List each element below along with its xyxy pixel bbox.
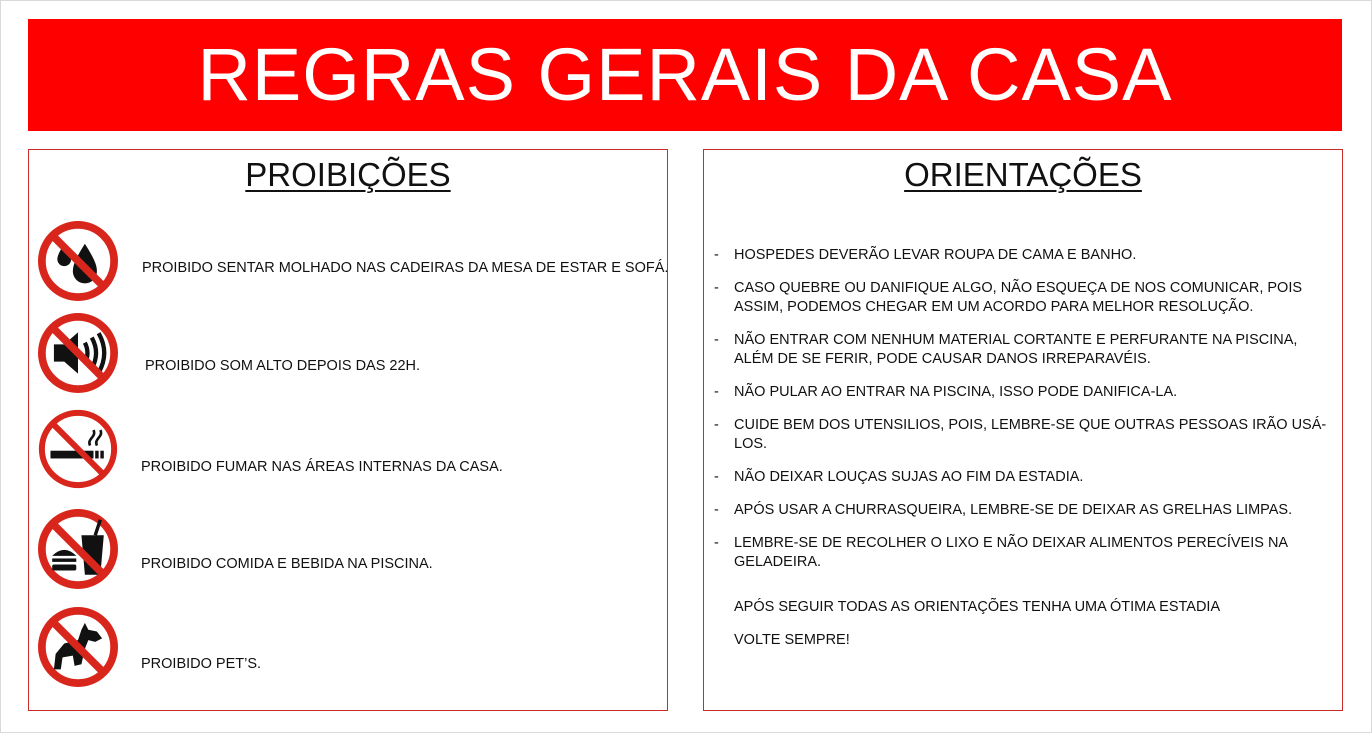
prohibition-item [29,406,667,496]
no-loud-sound-icon [35,310,121,396]
bullet-dash: - [714,502,719,518]
prohibition-item [29,218,667,308]
guideline-text: NÃO DEIXAR LOUÇAS SUJAS AO FIM DA ESTADIA. [734,469,1084,485]
farewell-message: VOLTE SEMPRE! [734,632,850,648]
prohibition-item [29,310,667,400]
prohibition-text: PROIBIDO FUMAR NAS ÁREAS INTERNAS DA CASA. [141,459,503,475]
list-item [714,279,1334,317]
bullet-dash: - [714,280,719,296]
prohibition-text: PROIBIDO PET’S. [141,656,262,672]
prohibition-item [29,506,667,596]
closing-message: APÓS SEGUIR TODAS AS ORIENTAÇÕES TENHA UMA ÓTIMA ESTADIA [734,599,1221,615]
prohibition-text: PROIBIDO COMIDA E BEBIDA NA PISCINA. [141,556,433,572]
list-item [714,468,1334,487]
guidelines-list [714,246,1334,586]
bullet-dash: - [714,384,719,400]
list-item [714,416,1334,454]
bullet-dash: - [714,469,719,485]
bullet-dash: - [714,417,719,433]
no-smoking-icon [35,406,121,492]
guideline-text: CUIDE BEM DOS UTENSILIOS, POIS, LEMBRE-SE QUE OUTRAS PESSOAS IRÃO USÁ-LOS. [734,417,1327,452]
prohibition-text: PROIBIDO SENTAR MOLHADO NAS CADEIRAS DA MESA DE ESTAR E SOFÁ. [142,260,669,276]
list-item [714,501,1334,520]
guideline-text: APÓS USAR A CHURRASQUEIRA, LEMBRE-SE DE DEIXAR AS GRELHAS LIMPAS. [734,502,1293,518]
list-item [714,534,1334,572]
no-wet-icon [35,218,121,304]
guideline-text: LEMBRE-SE DE RECOLHER O LIXO E NÃO DEIXAR ALIMENTOS PERECÍVEIS NA GELADEIRA. [734,535,1288,570]
guidelines-panel [703,149,1343,711]
bullet-dash: - [714,247,719,263]
guideline-text: HOSPEDES DEVERÃO LEVAR ROUPA DE CAMA E BANHO. [734,247,1137,263]
guidelines-title: ORIENTAÇÕES [904,156,1142,193]
prohibition-text: PROIBIDO SOM ALTO DEPOIS DAS 22H. [145,358,421,374]
list-item [714,383,1334,402]
prohibition-item [29,604,667,694]
list-item [714,246,1334,265]
bullet-dash: - [714,332,719,348]
bullet-dash: - [714,535,719,551]
list-item [714,331,1334,369]
prohibitions-panel [28,149,668,711]
page-title: REGRAS GERAIS DA CASA [197,33,1173,116]
prohibitions-title: PROIBIÇÕES [245,156,451,193]
guideline-text: NÃO PULAR AO ENTRAR NA PISCINA, ISSO PODE DANIFICA-LA. [734,384,1178,400]
guideline-text: CASO QUEBRE OU DANIFIQUE ALGO, NÃO ESQUEÇA DE NOS COMUNICAR, POIS ASSIM, PODEMOS CHEGAR EM UM ACORDO PARA MELHOR RESOLUÇÃO. [734,280,1303,315]
title-banner [28,19,1342,131]
guideline-text: NÃO ENTRAR COM NENHUM MATERIAL CORTANTE E PERFURANTE NA PISCINA, ALÉM DE SE FERIR, PODE CAUSAR DANOS IRREPARAVÉIS. [734,332,1298,367]
no-food-drink-icon [35,506,121,592]
no-pets-icon [35,604,121,690]
